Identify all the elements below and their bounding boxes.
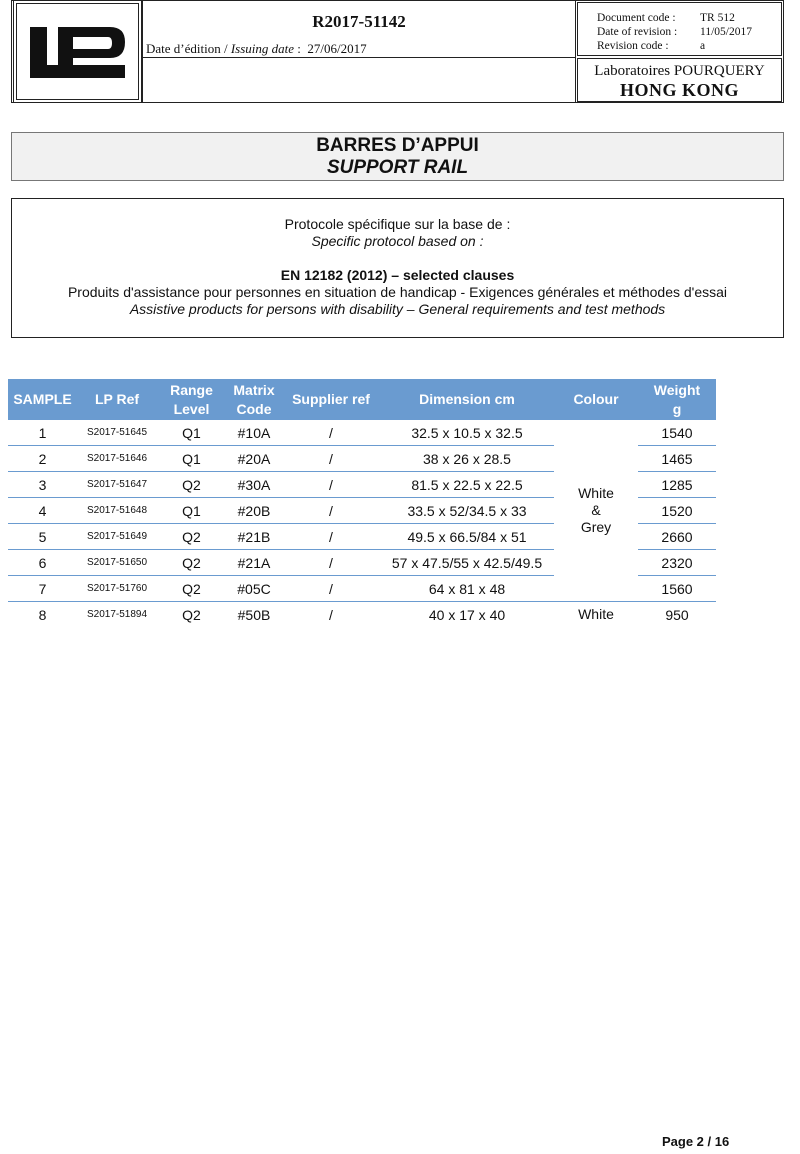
samples-table xyxy=(8,379,716,627)
issue-date-value: 27/06/2017 xyxy=(307,41,367,56)
table-row: 6 S2017-51650 Q2 #21A / 57 x 47.5/55 x 42.5/49.5 2320 xyxy=(8,550,716,576)
protocol-desc-fr: Produits d'assistance pour personnes en situation de handicap - Exigences générales et méthodes d'essai xyxy=(67,284,728,300)
document-meta-box xyxy=(575,0,784,103)
report-info-box xyxy=(142,0,576,103)
col-lp-ref: LP Ref xyxy=(77,379,157,420)
table-header-row xyxy=(8,379,716,420)
title-en: SUPPORT RAIL xyxy=(326,157,469,178)
col-sample: SAMPLE xyxy=(8,379,77,420)
colour-cell-group: White & Grey xyxy=(554,420,638,602)
page-title xyxy=(11,132,784,181)
table-row: 2 S2017-51646 Q1 #20A / 38 x 26 x 28.5 1465 xyxy=(8,446,716,472)
col-dimension: Dimension cm xyxy=(380,379,554,420)
lab-city: HONG KONG xyxy=(619,80,739,100)
protocol-standard: EN 12182 (2012) – selected clauses xyxy=(280,267,515,283)
col-matrix-code: Matrix Code xyxy=(226,379,282,420)
col-supplier-ref: Supplier ref xyxy=(282,379,380,420)
table-row: 8 S2017-51894 Q2 #50B / 40 x 17 x 40 White 950 xyxy=(8,602,716,628)
table-row: 4 S2017-51648 Q1 #20B / 33.5 x 52/34.5 x 33 1520 xyxy=(8,498,716,524)
colour-cell: White xyxy=(578,606,614,622)
protocol-desc-en: Assistive products for persons with disability – General requirements and test methods xyxy=(129,301,666,317)
issue-date: Date d’édition / Issuing date : 27/06/2017 xyxy=(146,41,367,56)
protocol-intro-en: Specific protocol based on : xyxy=(311,233,484,249)
table-row: 7 S2017-51760 Q2 #05C / 64 x 81 x 48 1560 xyxy=(8,576,716,602)
col-weight: Weight g xyxy=(638,379,716,420)
table-row: 5 S2017-51649 Q2 #21B / 49.5 x 66.5/84 x 51 2660 xyxy=(8,524,716,550)
revision-date-row: Date of revision : 11/05/2017 xyxy=(597,26,752,38)
report-number: R2017-51142 xyxy=(312,12,406,31)
table-row: 1 S2017-51645 Q1 #10A / 32.5 x 10.5 x 32.5 White & Grey 1540 xyxy=(8,420,716,446)
revision-code-row: Revision code : a xyxy=(597,40,706,52)
title-fr: BARRES D’APPUI xyxy=(316,135,479,156)
document-code-row: Document code : TR 512 xyxy=(597,12,735,24)
page-number: Page 2 / 16 xyxy=(662,1134,730,1149)
lp-logo xyxy=(28,22,128,80)
col-range-level: Range Level xyxy=(157,379,226,420)
protocol-box xyxy=(11,198,784,338)
col-colour: Colour xyxy=(554,379,638,420)
lab-name: Laboratoires POURQUERY xyxy=(594,63,765,79)
table-row: 3 S2017-51647 Q2 #30A / 81.5 x 22.5 x 22.5 1285 xyxy=(8,472,716,498)
logo-frame xyxy=(13,0,142,103)
protocol-intro-fr: Protocole spécifique sur la base de : xyxy=(284,216,511,232)
